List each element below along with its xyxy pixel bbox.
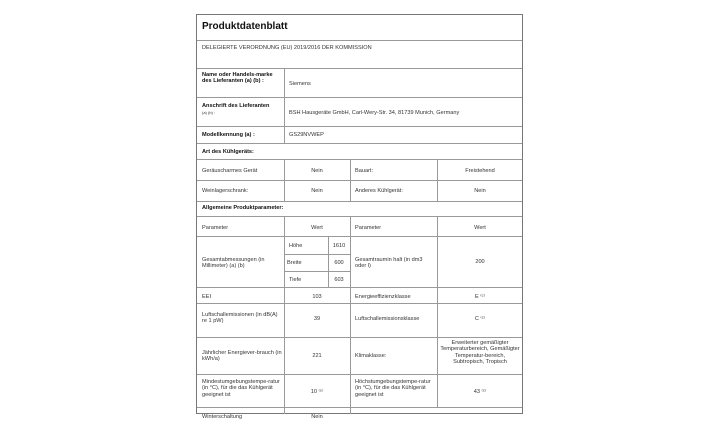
type-heading: Art des Kühlgeräts: <box>202 149 254 155</box>
model-label: Modellkennung (a) : <box>202 132 255 138</box>
energy-row <box>197 337 522 374</box>
supplier-address-row <box>197 97 522 126</box>
max-temp-label: Höchstumgebungstempe-ratur (in °C), für die das Kühlgerät geeignet ist <box>355 379 431 398</box>
noise-class-label: Luftschallemissionsklasse <box>355 316 420 322</box>
volume-value: 200 <box>475 259 485 265</box>
supplier-address-sub: (a) (b) : <box>202 110 216 115</box>
general-header-row <box>197 216 522 236</box>
eei-row <box>197 287 522 303</box>
min-temp-value: 10 ⁽ᶜ⁾ <box>310 389 324 395</box>
regulation-row <box>197 40 522 68</box>
sheet-title: Produktdatenblatt <box>202 21 288 32</box>
energy-label: Jährlicher Energiever-brauch (in kWh/a) <box>202 350 282 363</box>
energy-value: 221 <box>312 353 322 359</box>
model-value: GS29NVWEP <box>289 132 324 138</box>
design-value: Freistehend <box>465 168 495 174</box>
winter-row <box>197 407 522 420</box>
depth-value: 603 <box>334 277 344 283</box>
design-label: Bauart: <box>355 168 374 174</box>
noise-class-value: C ⁽ᶜ⁾ <box>474 316 486 322</box>
type-row-1 <box>197 159 522 180</box>
supplier-name-value: Siemens <box>289 81 311 87</box>
energy-class-label: Energieeffizienzklasse <box>355 294 411 300</box>
model-row <box>197 126 522 143</box>
max-temp-value: 43 ⁽ᶜ⁾ <box>473 389 487 395</box>
noise-label: Luftschallemissionen (in dB(A) re 1 pW) <box>202 312 278 325</box>
col-value2-header: Wert <box>474 225 486 231</box>
width-label: Breite <box>287 260 302 266</box>
col-param-header: Parameter <box>202 225 229 231</box>
supplier-address-value: BSH Hausgeräte GmbH, Carl-Wery-Str. 34, 81739 Munich, Germany <box>289 110 460 116</box>
climate-class-label: Klimaklasse: <box>355 353 387 359</box>
height-label: Höhe <box>289 243 303 249</box>
general-heading-row <box>197 201 522 216</box>
noise-value: 39 <box>313 316 321 322</box>
winter-value: Nein <box>311 414 323 420</box>
eei-label: EEI <box>202 294 212 300</box>
climate-class-value: Erweiterter gemäßigter Temperaturbereich, Gemäßigter Temperatur-bereich, Subtropisch, Tropisch <box>440 340 520 366</box>
other-appliance-label: Anderes Kühlgerät: <box>355 188 403 194</box>
supplier-name-label: Name oder Handels-marke des Lieferanten (a) (b) : <box>202 72 273 85</box>
low-noise-value: Nein <box>311 168 323 174</box>
noise-row <box>197 303 522 337</box>
height-value: 1610 <box>332 243 346 249</box>
type-row-2 <box>197 180 522 201</box>
temperature-row <box>197 374 522 407</box>
product-data-sheet <box>196 14 523 420</box>
supplier-name-row <box>197 68 522 97</box>
wine-cabinet-value: Nein <box>311 188 323 194</box>
col-param2-header: Parameter <box>355 225 382 231</box>
low-noise-label: Geräuscharmes Gerät <box>202 168 258 174</box>
col-value-header: Wert <box>311 225 323 231</box>
winter-label: Winterschaltung <box>202 414 243 420</box>
min-temp-label: Mindestumgebungstempe-ratur (in °C), für die das Kühlgerät geeignet ist <box>202 379 280 398</box>
dimensions-label: Gesamtabmessungen (in Millimeter) (a) (b) <box>202 257 265 270</box>
width-value: 600 <box>334 260 344 266</box>
other-appliance-value: Nein <box>474 188 486 194</box>
depth-label: Tiefe <box>289 277 302 283</box>
regulation-text: DELEGIERTE VERORDNUNG (EU) 2019/2016 DER KOMMISSION <box>202 45 372 51</box>
type-heading-row <box>197 143 522 159</box>
wine-cabinet-label: Weinlagerschrank: <box>202 188 249 194</box>
dimensions-row <box>197 236 522 287</box>
volume-label: Gesamtraumin halt (in dm3 oder l) <box>355 257 423 270</box>
general-heading: Allgemeine Produktparameter: <box>202 205 284 211</box>
supplier-address-label: Anschrift des Lieferanten <box>202 103 270 109</box>
eei-value: 103 <box>312 294 322 300</box>
energy-class-value: E ⁽ᶜ⁾ <box>474 294 485 300</box>
